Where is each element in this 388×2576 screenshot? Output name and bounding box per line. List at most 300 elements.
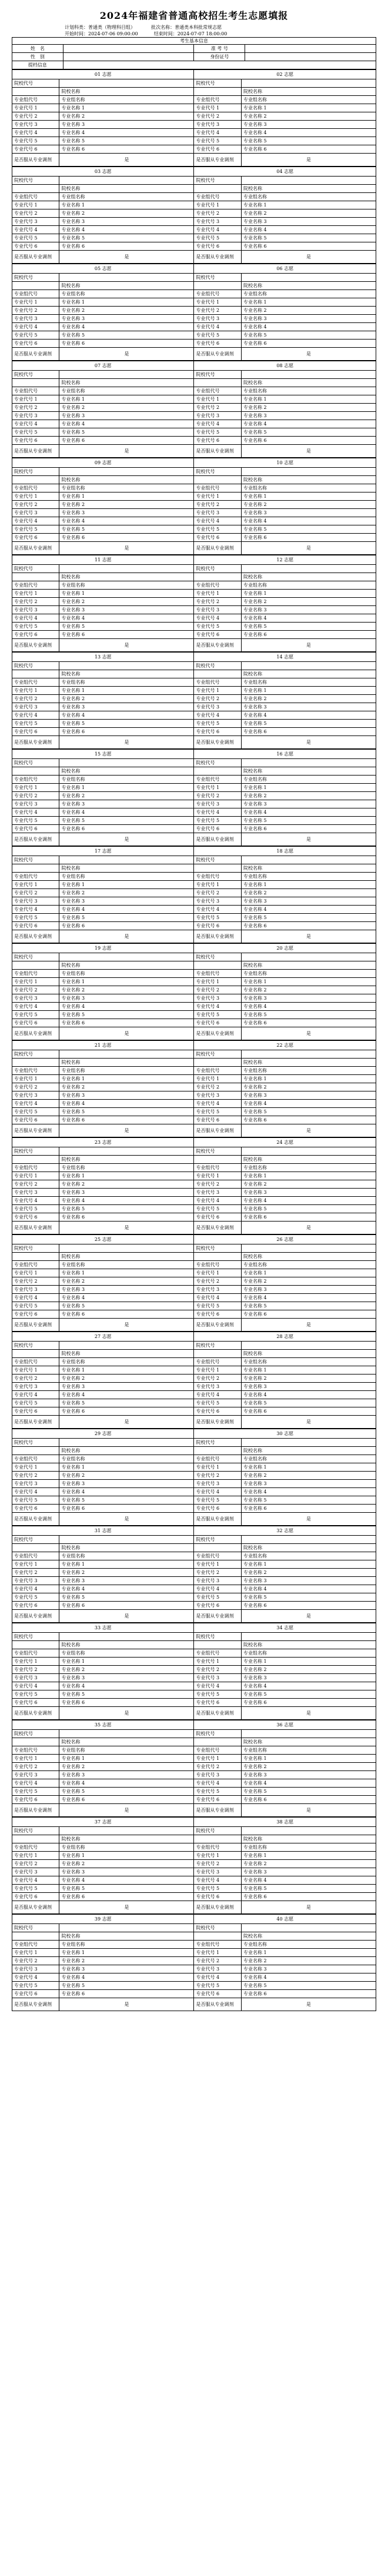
major-code-label: 专业组代号 — [12, 1164, 59, 1172]
major-code-label: 专业代号 1 — [12, 1560, 59, 1569]
college-code-value[interactable] — [194, 1932, 241, 1941]
major-name-label: 专业名称 4 — [59, 226, 194, 234]
college-code-label: 院校代号 — [194, 371, 241, 379]
college-code-label: 院校代号 — [194, 759, 241, 767]
major-code-label: 专业代号 1 — [12, 1463, 59, 1472]
adjust-value[interactable]: 是 — [59, 1124, 194, 1137]
college-code-cell[interactable] — [241, 1147, 376, 1156]
choice-title: 07 志愿 — [12, 361, 194, 371]
college-code-value[interactable] — [194, 1253, 241, 1261]
major-name-label: 专业名称 4 — [241, 1391, 376, 1399]
choice-title: 17 志愿 — [12, 847, 194, 856]
major-name-label: 专业名称 2 — [59, 695, 194, 703]
major-code-label: 专业代号 3 — [194, 897, 241, 906]
major-name-label: 专业名称 1 — [59, 298, 194, 307]
major-code-label: 专业代号 2 — [12, 695, 59, 703]
major-code-label: 专业代号 1 — [12, 201, 59, 209]
adjust-label: 是否服从专业调剂 — [12, 833, 59, 846]
major-name-label: 专业名称 4 — [59, 906, 194, 914]
major-code-label: 专业代号 2 — [194, 695, 241, 703]
choice-title: 19 志愿 — [12, 944, 194, 953]
major-code-label: 专业组代号 — [194, 1746, 241, 1755]
college-code-value[interactable] — [12, 1932, 59, 1941]
major-name-label: 专业名称 2 — [241, 1277, 376, 1286]
major-name-label: 专业名称 5 — [241, 1788, 376, 1796]
college-code-cell[interactable] — [59, 468, 194, 476]
major-code-label: 专业组代号 — [194, 1455, 241, 1463]
major-code-label: 专业代号 3 — [194, 1577, 241, 1585]
major-code-label: 专业代号 1 — [194, 1852, 241, 1860]
major-code-label: 专业代号 1 — [194, 978, 241, 986]
college-code-label: 院校代号 — [12, 1050, 59, 1059]
major-name-label: 专业名称 6 — [241, 728, 376, 736]
major-name-label: 专业组名称 — [241, 873, 376, 881]
choice-group — [12, 943, 376, 1040]
college-code-value[interactable] — [12, 1156, 59, 1164]
major-name-label: 专业名称 1 — [59, 104, 194, 112]
major-name-label: 专业名称 6 — [59, 437, 194, 445]
college-code-label: 院校代号 — [194, 953, 241, 961]
adjust-value[interactable]: 是 — [241, 1027, 376, 1040]
major-code-label: 专业代号 3 — [12, 315, 59, 323]
major-code-label: 专业代号 6 — [194, 534, 241, 542]
adjust-value[interactable]: 是 — [59, 1416, 194, 1429]
adjust-value[interactable]: 是 — [59, 833, 194, 846]
college-name-label: 院校名称 — [241, 1835, 376, 1843]
major-name-label: 专业名称 5 — [241, 914, 376, 922]
college-code-cell[interactable] — [241, 371, 376, 379]
college-code-value[interactable] — [194, 1544, 241, 1552]
adjust-label: 是否服从专业调剂 — [194, 736, 241, 749]
major-code-label: 专业代号 4 — [194, 226, 241, 234]
college-code-cell[interactable] — [59, 1924, 194, 1932]
major-code-label: 专业代号 1 — [12, 1755, 59, 1763]
college-code-value[interactable] — [12, 573, 59, 581]
major-name-label: 专业名称 1 — [59, 492, 194, 501]
college-code-value[interactable] — [194, 767, 241, 776]
college-code-value[interactable] — [12, 88, 59, 96]
adjust-value[interactable]: 是 — [59, 1804, 194, 1817]
adjust-label: 是否服从专业调剂 — [12, 1804, 59, 1817]
major-name-label: 专业名称 5 — [241, 817, 376, 825]
major-name-label: 专业名称 2 — [241, 404, 376, 412]
major-name-label: 专业名称 2 — [241, 792, 376, 800]
major-code-label: 专业代号 1 — [12, 395, 59, 404]
major-name-label: 专业名称 3 — [59, 315, 194, 323]
college-code-cell[interactable] — [59, 662, 194, 670]
college-code-cell[interactable] — [241, 1439, 376, 1447]
major-code-label: 专业代号 2 — [194, 889, 241, 897]
major-name-label: 专业名称 5 — [59, 331, 194, 340]
major-code-label: 专业代号 1 — [194, 1172, 241, 1180]
college-name-label: 院校名称 — [241, 476, 376, 484]
choice-title: 16 志愿 — [194, 750, 376, 759]
college-name-label: 院校名称 — [241, 1156, 376, 1164]
college-code-value[interactable] — [12, 379, 59, 387]
college-code-cell[interactable] — [59, 1342, 194, 1350]
adjust-value[interactable]: 是 — [241, 1124, 376, 1137]
major-code-label: 专业代号 5 — [194, 817, 241, 825]
major-code-label: 专业代号 4 — [194, 1294, 241, 1302]
college-code-value[interactable] — [194, 864, 241, 873]
major-code-label: 专业代号 1 — [12, 1366, 59, 1374]
adjust-value[interactable]: 是 — [241, 1804, 376, 1817]
major-name-label: 专业名称 2 — [59, 1472, 194, 1480]
major-code-label: 专业代号 4 — [194, 711, 241, 720]
college-code-cell[interactable] — [59, 1244, 194, 1253]
major-code-label: 专业代号 5 — [194, 1788, 241, 1796]
major-name-label: 专业名称 1 — [241, 1269, 376, 1277]
major-code-label: 专业代号 6 — [12, 631, 59, 639]
adjust-value[interactable]: 是 — [59, 1027, 194, 1040]
major-code-label: 专业代号 5 — [194, 1399, 241, 1407]
choice-group — [12, 1137, 376, 1234]
major-code-label: 专业代号 4 — [194, 906, 241, 914]
major-code-label: 专业代号 2 — [194, 598, 241, 606]
college-code-value[interactable] — [12, 1253, 59, 1261]
major-name-label: 专业名称 2 — [59, 792, 194, 800]
college-code-value[interactable] — [194, 88, 241, 96]
major-code-label: 专业代号 4 — [12, 1294, 59, 1302]
id-no-value[interactable] — [245, 53, 376, 61]
major-code-label: 专业代号 6 — [194, 1407, 241, 1416]
major-code-label: 专业代号 2 — [194, 1180, 241, 1189]
major-code-label: 专业代号 5 — [12, 1496, 59, 1505]
choice-title: 38 志愿 — [194, 1818, 376, 1827]
college-code-cell[interactable] — [241, 79, 376, 88]
college-code-cell[interactable] — [241, 1244, 376, 1253]
college-code-cell[interactable] — [241, 759, 376, 767]
adjust-value[interactable]: 是 — [241, 639, 376, 652]
plan-category-label: 计划科类： — [65, 25, 88, 30]
adjust-value[interactable]: 是 — [241, 833, 376, 846]
adjust-value[interactable]: 是 — [241, 445, 376, 458]
major-name-label: 专业名称 4 — [241, 1003, 376, 1011]
major-code-label: 专业代号 6 — [12, 1407, 59, 1416]
college-code-cell[interactable] — [241, 1827, 376, 1835]
college-code-value[interactable] — [194, 961, 241, 970]
college-code-value[interactable] — [12, 1059, 59, 1067]
adjust-value[interactable]: 是 — [59, 639, 194, 652]
college-code-cell[interactable] — [241, 1633, 376, 1641]
major-name-label: 专业名称 4 — [59, 614, 194, 623]
major-code-label: 专业代号 3 — [12, 1189, 59, 1197]
major-code-label: 专业代号 3 — [194, 994, 241, 1003]
choice-title: 06 志愿 — [194, 264, 376, 274]
college-code-cell[interactable] — [241, 856, 376, 864]
adjust-label: 是否服从专业调剂 — [12, 1901, 59, 1914]
adjust-value[interactable]: 是 — [59, 1222, 194, 1234]
college-code-value[interactable] — [12, 1835, 59, 1843]
college-code-cell[interactable] — [59, 274, 194, 282]
adjust-value[interactable]: 是 — [59, 154, 194, 167]
college-code-cell[interactable] — [59, 759, 194, 767]
major-code-label: 专业代号 3 — [194, 1965, 241, 1973]
major-code-label: 专业代号 1 — [12, 1949, 59, 1957]
adjust-label: 是否服从专业调剂 — [194, 1222, 241, 1234]
college-code-cell[interactable] — [241, 1342, 376, 1350]
college-code-value[interactable] — [194, 282, 241, 290]
adjust-value[interactable]: 是 — [59, 736, 194, 749]
major-name-label: 专业名称 3 — [59, 994, 194, 1003]
choice-title: 30 志愿 — [194, 1429, 376, 1439]
choice-title: 02 志愿 — [194, 70, 376, 79]
college-code-value[interactable] — [194, 670, 241, 678]
adjust-value[interactable]: 是 — [59, 1707, 194, 1720]
adjust-value[interactable]: 是 — [59, 1513, 194, 1526]
adjust-value[interactable]: 是 — [241, 251, 376, 264]
major-name-label: 专业名称 4 — [59, 517, 194, 525]
major-code-label: 专业代号 3 — [12, 1771, 59, 1779]
student-info-table — [12, 37, 376, 69]
adjust-value[interactable]: 是 — [241, 154, 376, 167]
choice-title: 25 志愿 — [12, 1235, 194, 1244]
adjust-label: 是否服从专业调剂 — [194, 1513, 241, 1526]
major-name-label: 专业名称 4 — [241, 226, 376, 234]
major-code-label: 专业代号 5 — [12, 1788, 59, 1796]
major-code-label: 专业代号 5 — [12, 1108, 59, 1116]
major-name-label: 专业名称 6 — [59, 1602, 194, 1610]
major-code-label: 专业代号 6 — [12, 1602, 59, 1610]
college-code-value[interactable] — [12, 961, 59, 970]
college-code-value[interactable] — [194, 1835, 241, 1843]
choice-title: 13 志愿 — [12, 653, 194, 662]
college-name-label: 院校名称 — [59, 88, 194, 96]
adjust-value[interactable]: 是 — [241, 1610, 376, 1623]
major-code-label: 专业代号 4 — [12, 420, 59, 428]
major-name-label: 专业名称 1 — [241, 978, 376, 986]
college-code-cell[interactable] — [241, 468, 376, 476]
major-name-label: 专业名称 6 — [59, 1213, 194, 1222]
unified-value[interactable] — [63, 61, 376, 69]
adjust-value[interactable]: 是 — [59, 1610, 194, 1623]
adjust-value[interactable]: 是 — [59, 542, 194, 555]
adjust-value[interactable]: 是 — [241, 542, 376, 555]
major-code-label: 专业代号 3 — [194, 218, 241, 226]
major-code-label: 专业组代号 — [12, 1358, 59, 1366]
major-code-label: 专业组代号 — [194, 1067, 241, 1075]
college-code-cell[interactable] — [241, 565, 376, 573]
major-name-label: 专业名称 4 — [59, 1488, 194, 1496]
major-code-label: 专业代号 6 — [194, 1796, 241, 1804]
major-code-label: 专业代号 2 — [194, 1277, 241, 1286]
major-code-label: 专业代号 1 — [12, 881, 59, 889]
college-code-cell[interactable] — [59, 1730, 194, 1738]
adjust-label: 是否服从专业调剂 — [12, 445, 59, 458]
college-code-value[interactable] — [194, 1641, 241, 1649]
college-code-cell[interactable] — [59, 79, 194, 88]
college-code-value[interactable] — [194, 1738, 241, 1746]
college-code-cell[interactable] — [241, 1730, 376, 1738]
adjust-value[interactable]: 是 — [241, 1901, 376, 1914]
adjust-value[interactable]: 是 — [59, 251, 194, 264]
major-code-label: 专业代号 1 — [12, 978, 59, 986]
choice-group — [12, 69, 376, 167]
major-name-label: 专业名称 6 — [59, 1407, 194, 1416]
college-code-value[interactable] — [12, 185, 59, 193]
college-code-cell[interactable] — [59, 371, 194, 379]
major-name-label: 专业名称 1 — [241, 1075, 376, 1083]
college-code-value[interactable] — [12, 1641, 59, 1649]
major-code-label: 专业代号 3 — [12, 800, 59, 808]
adjust-value[interactable]: 是 — [241, 1319, 376, 1332]
major-code-label: 专业代号 6 — [194, 242, 241, 251]
college-code-value[interactable] — [12, 1447, 59, 1455]
adjust-value[interactable]: 是 — [59, 1319, 194, 1332]
major-name-label: 专业名称 4 — [241, 1585, 376, 1593]
college-code-cell[interactable] — [59, 1147, 194, 1156]
college-code-label: 院校代号 — [12, 177, 59, 185]
major-name-label: 专业名称 1 — [241, 1949, 376, 1957]
college-code-cell[interactable] — [59, 1439, 194, 1447]
college-name-label: 院校名称 — [59, 1738, 194, 1746]
major-code-label: 专业代号 3 — [194, 509, 241, 517]
college-code-cell[interactable] — [241, 662, 376, 670]
college-code-cell[interactable] — [241, 953, 376, 961]
college-code-cell[interactable] — [59, 1050, 194, 1059]
major-code-label: 专业代号 4 — [12, 1391, 59, 1399]
major-code-label: 专业代号 4 — [12, 517, 59, 525]
adjust-label: 是否服从专业调剂 — [194, 348, 241, 361]
college-code-label: 院校代号 — [194, 856, 241, 864]
college-code-value[interactable] — [12, 1544, 59, 1552]
college-code-label: 院校代号 — [12, 953, 59, 961]
college-code-value[interactable] — [194, 185, 241, 193]
major-code-label: 专业组代号 — [194, 1552, 241, 1560]
adjust-value[interactable]: 是 — [59, 930, 194, 943]
college-code-value[interactable] — [194, 1059, 241, 1067]
college-code-cell[interactable] — [59, 1633, 194, 1641]
college-code-value[interactable] — [194, 476, 241, 484]
college-code-cell[interactable] — [59, 1827, 194, 1835]
end-time: 2024-07-07 18:00:00 — [177, 31, 228, 36]
major-name-label: 专业名称 3 — [59, 1771, 194, 1779]
choice-title: 23 志愿 — [12, 1138, 194, 1147]
gender-value[interactable] — [63, 53, 194, 61]
major-code-label: 专业代号 2 — [12, 112, 59, 121]
adjust-value[interactable]: 是 — [241, 348, 376, 361]
college-code-cell[interactable] — [59, 565, 194, 573]
college-code-value[interactable] — [194, 1350, 241, 1358]
adjust-label: 是否服从专业调剂 — [194, 542, 241, 555]
college-code-cell[interactable] — [241, 1050, 376, 1059]
major-code-label: 专业代号 1 — [194, 1755, 241, 1763]
major-name-label: 专业名称 6 — [241, 437, 376, 445]
adjust-value[interactable]: 是 — [241, 930, 376, 943]
adjust-value[interactable]: 是 — [241, 1416, 376, 1429]
adjust-value[interactable]: 是 — [241, 1222, 376, 1234]
college-code-value[interactable] — [194, 1156, 241, 1164]
college-code-value[interactable] — [12, 1350, 59, 1358]
major-code-label: 专业代号 1 — [12, 784, 59, 792]
major-name-label: 专业组名称 — [241, 1552, 376, 1560]
major-code-label: 专业代号 2 — [12, 792, 59, 800]
major-code-label: 专业代号 2 — [12, 1277, 59, 1286]
major-code-label: 专业代号 3 — [12, 994, 59, 1003]
major-code-label: 专业代号 6 — [194, 1990, 241, 1998]
major-code-label: 专业代号 1 — [12, 590, 59, 598]
major-code-label: 专业代号 1 — [194, 395, 241, 404]
college-code-cell[interactable] — [59, 177, 194, 185]
name-value[interactable] — [63, 45, 194, 53]
adjust-label: 是否服从专业调剂 — [12, 542, 59, 555]
adjust-value[interactable]: 是 — [59, 348, 194, 361]
college-code-value[interactable] — [194, 573, 241, 581]
major-name-label: 专业名称 4 — [59, 711, 194, 720]
choice-title: 18 志愿 — [194, 847, 376, 856]
exam-no-value[interactable] — [245, 45, 376, 53]
college-code-cell[interactable] — [241, 1536, 376, 1544]
choice-group — [12, 361, 376, 458]
major-name-label: 专业名称 1 — [59, 1949, 194, 1957]
major-name-label: 专业名称 3 — [241, 218, 376, 226]
major-name-label: 专业名称 6 — [59, 1019, 194, 1027]
major-code-label: 专业代号 2 — [12, 1180, 59, 1189]
adjust-value[interactable]: 是 — [241, 736, 376, 749]
adjust-value[interactable]: 是 — [59, 1998, 194, 2011]
college-code-value[interactable] — [12, 864, 59, 873]
college-code-value[interactable] — [194, 379, 241, 387]
major-name-label: 专业名称 6 — [241, 1505, 376, 1513]
major-name-label: 专业名称 1 — [241, 298, 376, 307]
college-name-label: 院校名称 — [59, 1932, 194, 1941]
major-name-label: 专业组名称 — [59, 776, 194, 784]
major-code-label: 专业代号 2 — [12, 1374, 59, 1383]
unified-label: 提档信息 — [12, 61, 63, 69]
adjust-value[interactable]: 是 — [241, 1707, 376, 1720]
major-code-label: 专业组代号 — [194, 873, 241, 881]
major-name-label: 专业名称 4 — [59, 323, 194, 331]
major-code-label: 专业代号 2 — [194, 404, 241, 412]
major-code-label: 专业代号 6 — [12, 1019, 59, 1027]
college-code-label: 院校代号 — [194, 662, 241, 670]
college-code-label: 院校代号 — [194, 1633, 241, 1641]
college-code-cell[interactable] — [59, 856, 194, 864]
adjust-value[interactable]: 是 — [241, 1998, 376, 2011]
adjust-value[interactable]: 是 — [59, 1901, 194, 1914]
college-code-value[interactable] — [12, 670, 59, 678]
college-code-value[interactable] — [12, 767, 59, 776]
college-code-cell[interactable] — [59, 1536, 194, 1544]
major-code-label: 专业代号 3 — [194, 1091, 241, 1100]
college-code-value[interactable] — [12, 282, 59, 290]
major-code-label: 专业组代号 — [194, 1941, 241, 1949]
major-code-label: 专业代号 4 — [12, 1779, 59, 1788]
major-code-label: 专业代号 2 — [12, 404, 59, 412]
major-name-label: 专业名称 3 — [241, 1771, 376, 1779]
college-code-label: 院校代号 — [12, 1924, 59, 1932]
major-name-label: 专业组名称 — [59, 290, 194, 298]
adjust-value[interactable]: 是 — [59, 445, 194, 458]
college-code-value[interactable] — [194, 1447, 241, 1455]
major-code-label: 专业代号 3 — [194, 315, 241, 323]
college-code-cell[interactable] — [241, 1924, 376, 1932]
adjust-label: 是否服从专业调剂 — [12, 1319, 59, 1332]
adjust-value[interactable]: 是 — [241, 1513, 376, 1526]
college-code-value[interactable] — [12, 476, 59, 484]
college-code-cell[interactable] — [241, 177, 376, 185]
major-name-label: 专业名称 5 — [241, 1690, 376, 1699]
college-code-cell[interactable] — [241, 274, 376, 282]
college-code-label: 院校代号 — [194, 1050, 241, 1059]
college-code-cell[interactable] — [59, 953, 194, 961]
major-code-label: 专业代号 1 — [194, 1949, 241, 1957]
major-name-label: 专业组名称 — [59, 1843, 194, 1852]
choice-title: 04 志愿 — [194, 167, 376, 177]
major-code-label: 专业代号 3 — [12, 412, 59, 420]
major-name-label: 专业名称 2 — [59, 1374, 194, 1383]
college-code-value[interactable] — [12, 1738, 59, 1746]
